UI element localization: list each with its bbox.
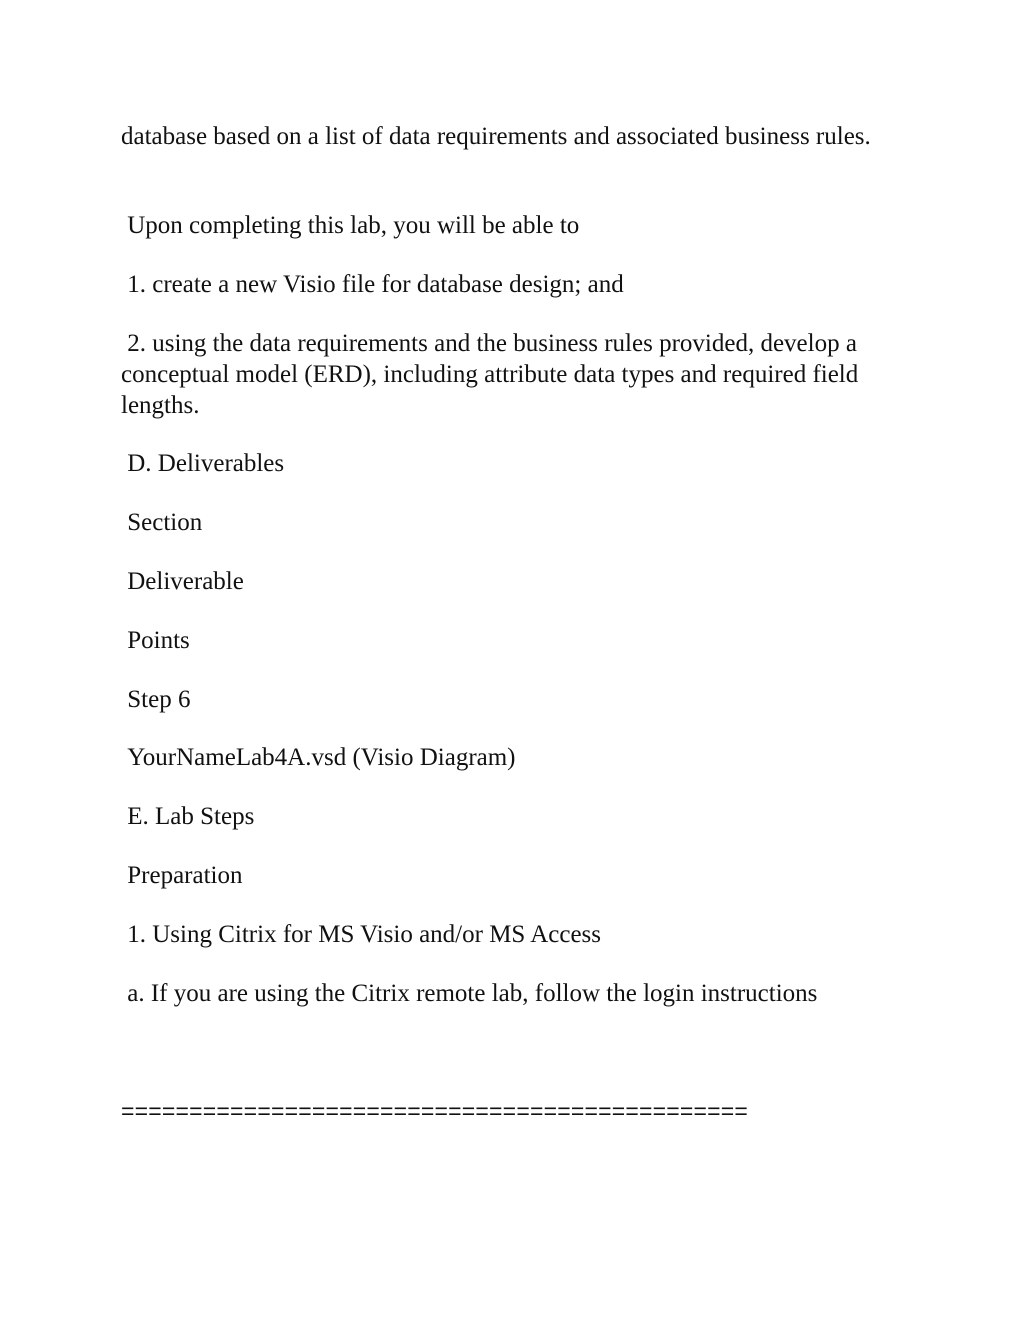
objective-item-2: 2. using the data requirements and the business rules provided, develop a conceptual model (ERD), including attribute data types and required field lengths. <box>121 330 865 419</box>
table-header-points: Points <box>121 627 190 654</box>
table-cell-step: Step 6 <box>121 686 191 713</box>
table-header-deliverable: Deliverable <box>121 568 244 595</box>
deliverables-heading: D. Deliverables <box>121 450 285 477</box>
objectives-lead-in: Upon completing this lab, you will be able to <box>121 212 580 239</box>
preparation-step-1: 1. Using Citrix for MS Visio and/or MS Access <box>121 921 601 948</box>
table-header-section: Section <box>121 509 203 536</box>
separator-line: ============================================== <box>121 1098 749 1124</box>
preparation-heading: Preparation <box>121 862 243 889</box>
intro-paragraph: database based on a list of data requirements and associated business rules. <box>121 123 871 150</box>
table-cell-deliverable: YourNameLab4A.vsd (Visio Diagram) <box>121 744 516 771</box>
preparation-step-1a: a. If you are using the Citrix remote lab, follow the login instructions <box>121 980 818 1007</box>
objective-item-1: 1. create a new Visio file for database design; and <box>121 271 624 298</box>
lab-steps-heading: E. Lab Steps <box>121 803 255 830</box>
